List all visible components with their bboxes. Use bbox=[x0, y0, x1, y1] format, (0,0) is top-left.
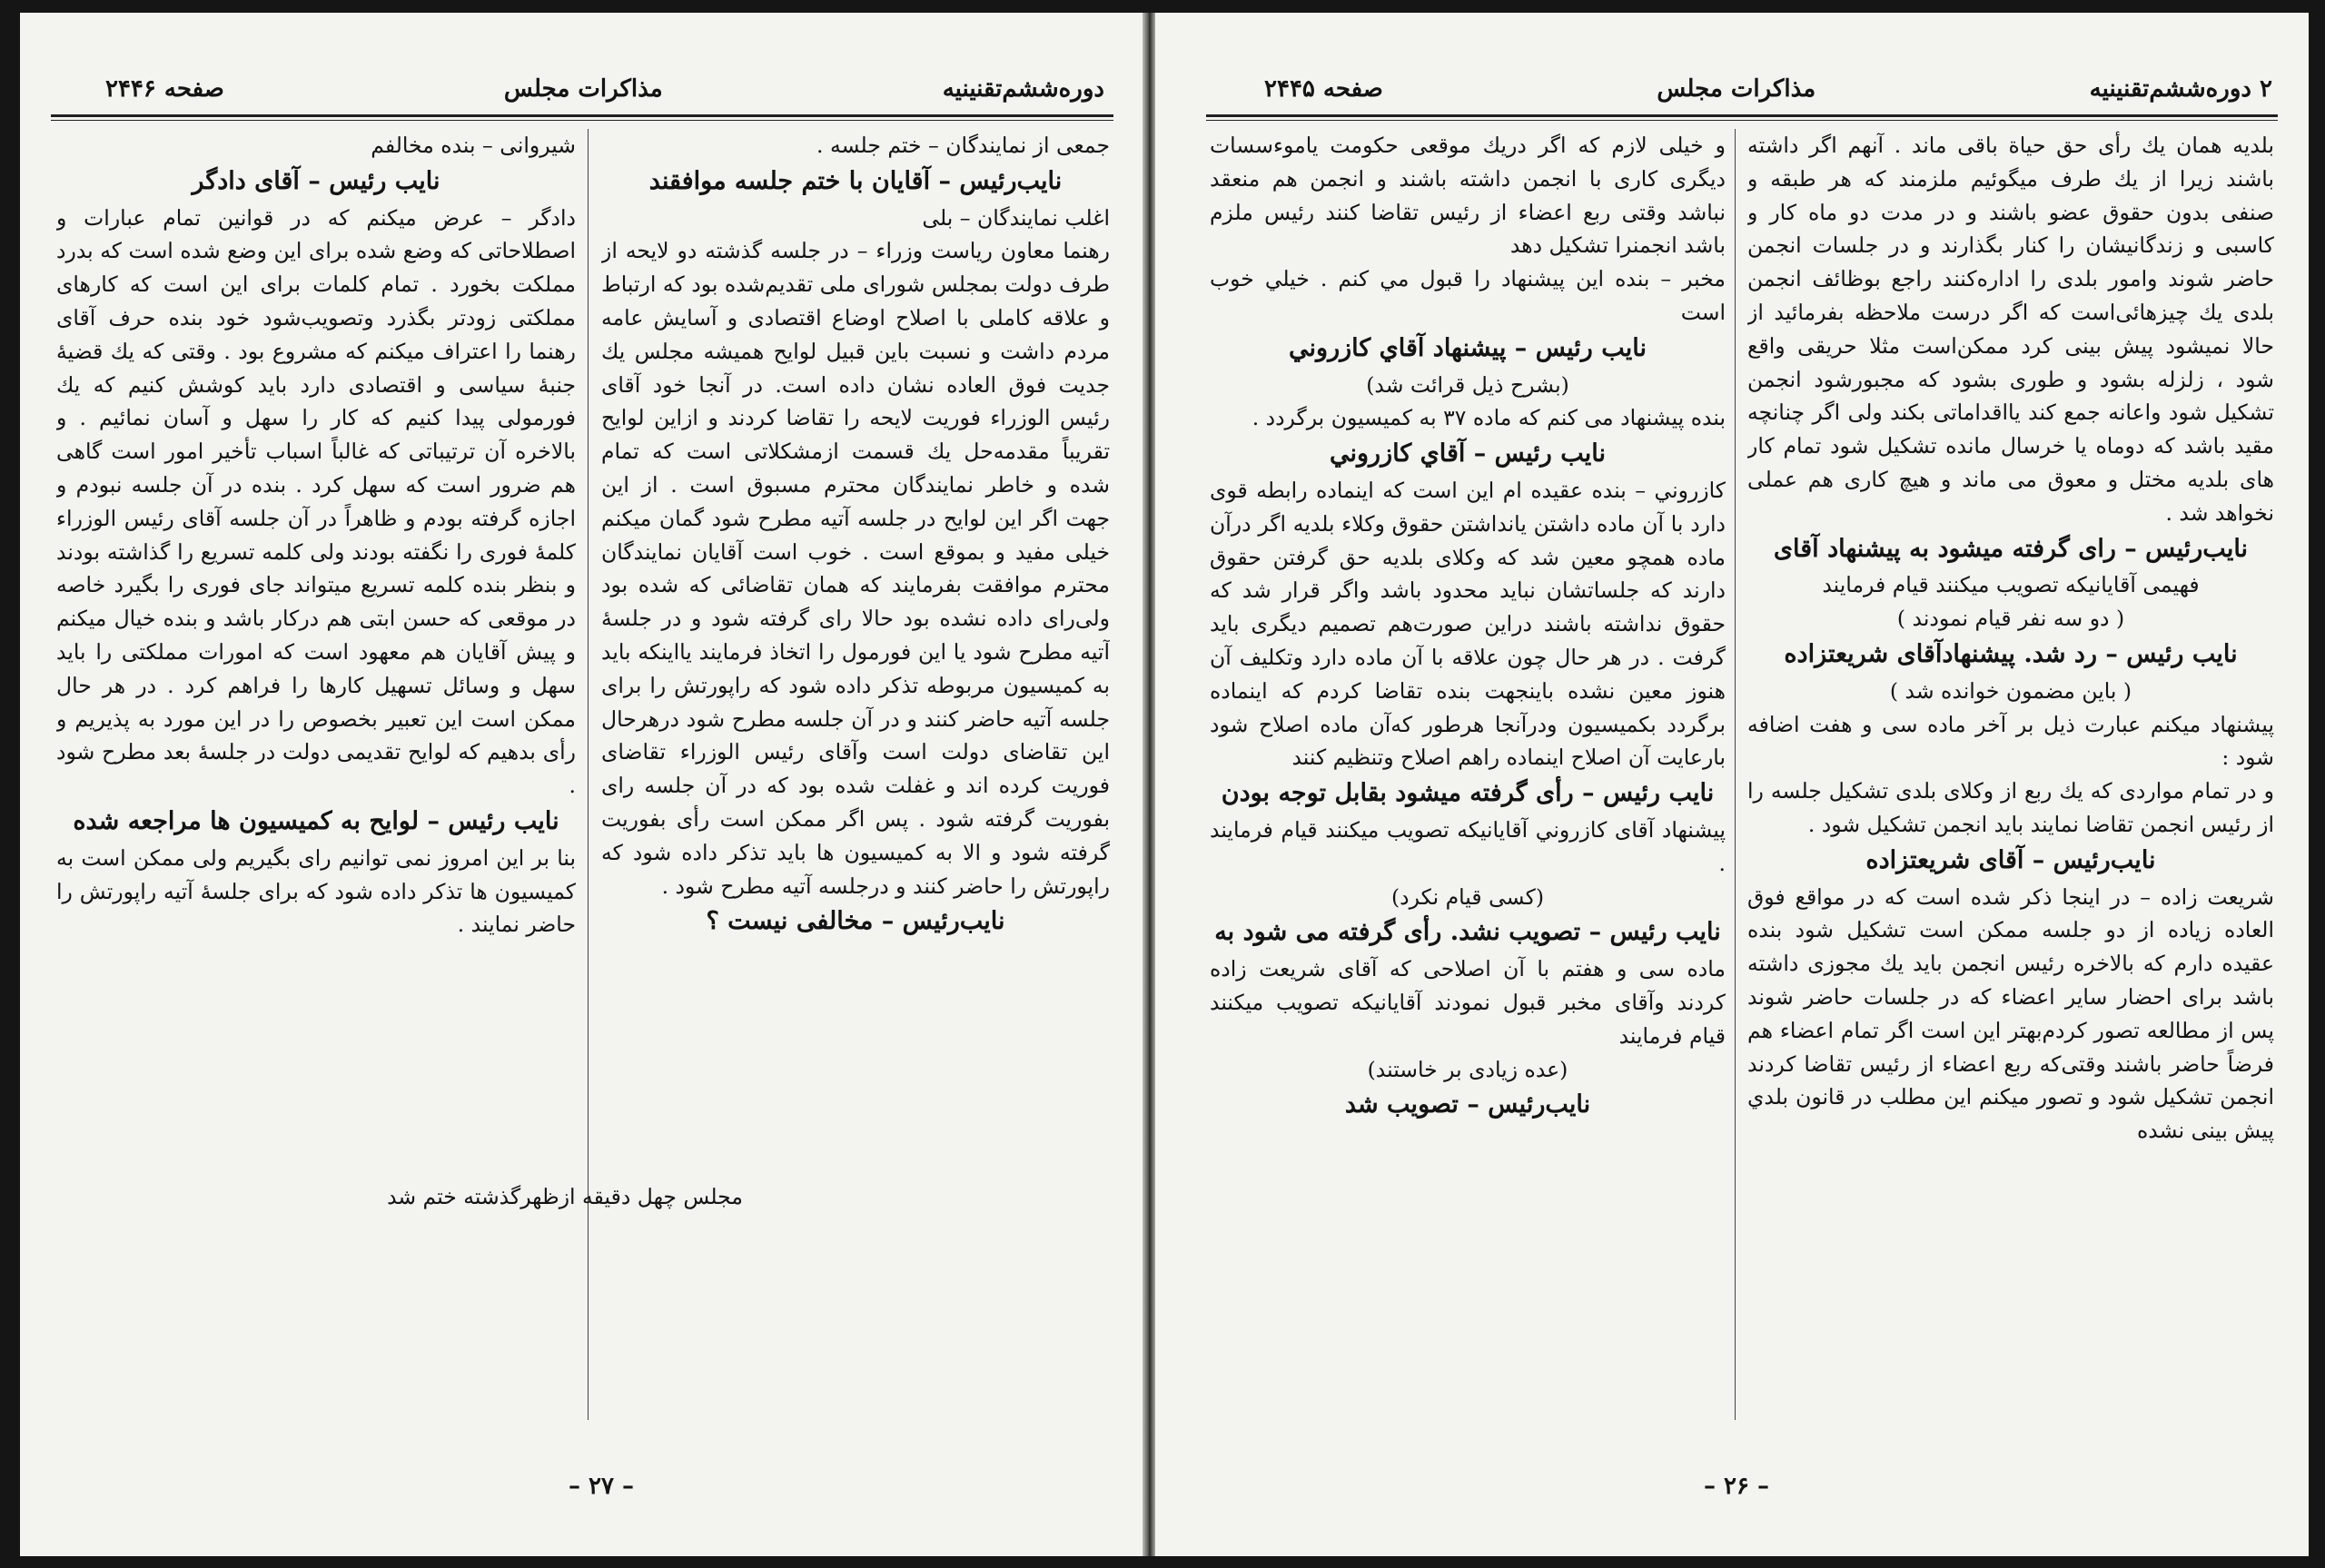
left-page-session: دوره‌ششم‌تقنینیه bbox=[942, 75, 1104, 103]
left-header-rule-thin bbox=[51, 120, 1113, 121]
text-paragraph: مخبر – بنده این پیشنهاد را قبول مي کنم . خیلي خوب است bbox=[1210, 266, 1726, 325]
text-paragraph: جمعی از نمایندگان – ختم جلسه . bbox=[816, 133, 1110, 158]
text-paragraph: پیشنهاد آقای کازروني آقایانیکه تصویب میکنند قیام فرمایند . bbox=[1210, 816, 1726, 876]
left-column-divider bbox=[588, 129, 589, 1420]
speaker-line: نایب رئیس – رد شد. پیشنهادآقای شریعتزاده bbox=[1784, 639, 2238, 668]
speaker-line: نایب رئیس – رأی گرفته میشود بقابل توجه بودن bbox=[1221, 779, 1715, 808]
text-paragraph: دادگر – عرض میکنم که در قوانین تمام عبارات و اصطلاحاتی که وضع شده برای این وضع شده است که بدرد مملکت بخورد . تمام کلمات برای این است که کارهای مملکتی زودتر بگذرد وتصویب‌شود خود بنده حرف آقای رهنما را اعتراف میکنم که مشروع بود . وقتی که یك قضیهٔ جنبهٔ سیاسی و اقتصادی دارد باید کوشش کنیم که یك فورمولی پیدا کنیم که کار را سهل و آسان نمائیم . و بالاخره آن ترتیباتی که غالباً اسباب تأخیر امور است گاهی هم ضرور است که سهل کرد . بنده در آن جلسه نبودم و اجازه گرفته بودم و ظاهراً در آن جلسه آقای رئیس الوزراء کلمهٔ فوری را نگفته بودند ولی کلمه تسریع را گذاشته بودند و بنظر بنده کلمه تسریع میتواند جای فوری را بگیرد خاصه در موقعی که حسن ابتی هم درکار باشد و بنده خیال میکنم و پیش آقایان هم معهود است که امورات مملکتی را باید سهل و وسائل تسهیل کارها را فراهم کرد . در هر حال ممکن است این تعبیر بخصوص را در این مورد به پذیریم و رأی بدهیم که لوایح تقدیمی دولت در جلسهٔ بعد مطرح شود . bbox=[56, 204, 576, 799]
text-paragraph: (عده زیادی بر خاستند) bbox=[1367, 1056, 1568, 1082]
text-paragraph: بنده پیشنهاد می کنم که ماده ۳۷ به کمیسیون برگردد . bbox=[1252, 405, 1726, 431]
right-page-title: مذاکرات مجلس bbox=[1657, 75, 1816, 103]
speaker-line: نایب رئیس – آقاي کازروني bbox=[1330, 439, 1606, 468]
text-paragraph: ( دو سه نفر قیام نمودند ) bbox=[1896, 606, 2125, 632]
speaker-line: نایب‌رئیس – تصویب شد bbox=[1344, 1090, 1591, 1119]
left-page-left-column bbox=[56, 129, 576, 1420]
left-header-rule bbox=[51, 114, 1113, 117]
left-page bbox=[20, 13, 1143, 1556]
book-gutter bbox=[1143, 13, 1155, 1556]
text-paragraph: بنا بر این امروز نمی توانیم رای بگیریم ولی ممکن است به کمیسیون ها تذکر داده شود که برای جلسهٔ آتیه راپورتش را حاضر نمایند . bbox=[56, 844, 576, 938]
speaker-line: نایب‌رئیس – آقای شریعتزاده bbox=[1865, 845, 2156, 874]
left-page-label: صفحه ۲۴۴۶ bbox=[105, 75, 224, 103]
text-paragraph: و در تمام مواردی که یك ربع از وکلای بلدی تشکیل جلسه را از رئیس انجمن تقاضا نمایند باید انجمن تشکیل شود . bbox=[1747, 778, 2274, 837]
text-paragraph: (کسی قیام نکرد) bbox=[1391, 883, 1544, 910]
left-page-title: مذاکرات مجلس bbox=[503, 75, 663, 103]
left-page-number: – ۲۷ – bbox=[568, 1473, 635, 1500]
text-paragraph: و خیلی لازم که اگر دریك موقعی حکومت یاموءسسات دیگری کاری با انجمن داشته باشند و انجمن هم منعقد نباشد وقتی ربع اعضاء از رئیس تقاضا کنند رئیس ملزم باشد انجمنرا تشکیل دهد bbox=[1210, 133, 1726, 259]
speaker-line: نایب رئیس – پیشنهاد آقاي کازروني bbox=[1289, 333, 1647, 362]
right-page-session: ۲ دوره‌ششم‌تقنینیه bbox=[2089, 75, 2272, 103]
right-page-left-column bbox=[1210, 129, 1726, 1420]
text-paragraph: اغلب نمایندگان – بلی bbox=[922, 204, 1110, 231]
speaker-line: نایب رئیس – لوایح به کمیسیون ها مراجعه شده bbox=[73, 806, 559, 835]
speaker-line: نایب‌رئیس – مخالفی نیست ؟ bbox=[706, 907, 1005, 936]
left-page-right-column bbox=[601, 129, 1110, 1420]
text-paragraph: کازروني – بنده عقیده ام این است که اینماده رابطه قوی دارد با آن ماده داشتن یانداشتن حقوق وکلاء بلدیه اگر درآن ماده همچو معین شد که وکلای بلدیه حق گرفتن حقوق دارند که جلساتشان نباید محدود باشد واگر قرار شد که حقوق نداشته باشند دراین صورت‌هم تصمیم دیگری باید گرفت . در هر حال چون علاقه با آن ماده دارد وتکلیف آن هنوز معین نشده باینجهت بنده تقاضا کردم که اینماده برگردد بکمیسیون ودرآنجا هرطور که‌آن ماده اصلاح شود بارعایت آن اصلاح اینماده راهم اصلاح وتنظیم کنند bbox=[1210, 477, 1726, 771]
right-page-number: – ۲۶ – bbox=[1703, 1473, 1770, 1500]
right-page bbox=[1155, 13, 2309, 1556]
text-paragraph: شریعت زاده – در اینجا ذکر شده است که در مواقع فوق العاده زیاده از دو جلسه ممکن است تشکیل شود بنده عقیده دارم که بالاخره رئیس انجمن باید یك مجوزی داشته باشد برای احضار سایر اعضاء که در جلسات حاضر شوند پس از مطالعه تصور کردم‌بهتر این است اگر تمام اعضاء هم فرضاً حاضر باشند وقتی‌که ربع اعضاء از رئیس تقاضا کردند انجمن تشکیل شود و تصور میکنم این مطلب در قانون بلدي پیش بینی نشده bbox=[1747, 883, 2274, 1144]
speaker-line: نایب‌رئیس – رای گرفته میشود به پیشنهاد آقای bbox=[1773, 534, 2249, 563]
text-paragraph: ( باین مضمون خوانده شد ) bbox=[1889, 677, 2132, 704]
text-paragraph: (بشرح ذیل قرائت شد) bbox=[1366, 371, 1569, 398]
text-paragraph: بلدیه همان یك رأی حق حیاة باقی ماند . آنهم اگر داشته باشند زیرا از یك طرف میگوئیم ملزمند که هر طبقه و صنفی بدون حقوق عضو باشند و در مدت دو ماه کار و کاسبی و زندگانیشان را کنار بگذارند و در جلسات انجمن حاضر شوند وامور بلدی را اداره‌کنند راجع بوظائف انجمن بلدی یك چیزهائی‌است که اگر درست ملاحظه بفرمائید از حالا نمیشود پیش بینی کرد ممکن‌است مثلا حریقی واقع شود ، زلزله بشود و طوری بشود که مجبورشود انجمن تشکیل شود واعانه جمع کند یااقداماتی بکند ولی اگر چنانچه مقید باشد که دوماه یا خرسال مانده تشکیل شود تمام کار های بلدیه مختل و معوق می ماند و هیچ کاری هم عملی نخواهد شد . bbox=[1747, 133, 2274, 526]
text-paragraph: فهیمی آقایانیکه تصویب میکنند قیام فرمایند bbox=[1822, 572, 2200, 598]
right-page-label: صفحه ۲۴۴۵ bbox=[1264, 75, 1383, 103]
closing-statement: مجلس چهل دقیقه ازظهرگذشته ختم شد bbox=[387, 1184, 743, 1209]
text-paragraph: ماده سی و هفتم با آن اصلاحی که آقای شریعت زاده کردند وآقای مخبر قبول نمودند آقایانیکه تصویب میکنند قیام فرمایند bbox=[1210, 956, 1726, 1049]
text-paragraph: رهنما معاون ریاست وزراء – در جلسه گذشته دو لایحه از طرف دولت بمجلس شورای ملی تقدیم‌شده بود که ارتباط و علاقه کاملی با اصلاح اوضاع اقتصادی و آسایش عامه مردم داشت و نسبت باین قبیل لوایح همیشه مجلس یك جدیت فوق العاده نشان داده است. در آنجا خود آقای رئیس الوزراء فوریت لایحه را تقاضا کردند و ازاین لوایح تقریباً مقدمه‌حل یك قسمت ازمشکلاتی است که تمام شده و خاطر نمایندگان محترم مسبوق است . از این جهت اگر این لوایح در جلسه آتیه مطرح شود گمان میکنم خیلی مفید و بموقع است . خوب است آقایان نمایندگان محترم موافقت بفرمایند که همان تقاضائی که شده بود ولی‌رای داده نشده بود حالا رای گرفته شود و در جلسهٔ آتیه مطرح شود یا این فورمول را اتخاذ فرمایند یااینکه باید به کمیسیون مربوطه تذکر داده شود که راپورتش را برای جلسه آتیه حاضر کنند و در آن جلسه مطرح شود درهرحال این تقاضای دولت است وآقای رئیس الوزراء تقاضای فوریت کرده اند و غفلت شده بود که در آن جلسه رای بفوریت گرفته شود . پس اگر ممکن است رأی بفوریت گرفته شود و الا به کمیسیون ها باید تذکر داده شود که راپورتش را حاضر کنند و درجلسه آتیه مطرح شود . bbox=[601, 238, 1110, 899]
right-column-divider bbox=[1735, 129, 1736, 1420]
right-header-rule bbox=[1206, 114, 2278, 117]
speaker-line: نایب رئیس – آقای دادگر bbox=[192, 166, 440, 195]
text-paragraph: شیروانی – بنده مخالفم bbox=[371, 133, 576, 158]
right-header-rule-thin bbox=[1206, 120, 2278, 121]
speaker-line: نایب‌رئیس – آقایان با ختم جلسه موافقند bbox=[648, 166, 1063, 195]
text-paragraph: پیشنهاد میکنم عبارت ذیل بر آخر ماده سی و هفت اضافه شود : bbox=[1747, 711, 2274, 771]
right-page-header bbox=[1210, 65, 2272, 113]
speaker-line: نایب رئیس – تصویب نشد. رأی گرفته می شود به bbox=[1214, 918, 1721, 947]
right-page-right-column bbox=[1747, 129, 2274, 1420]
left-page-header bbox=[51, 65, 1104, 113]
